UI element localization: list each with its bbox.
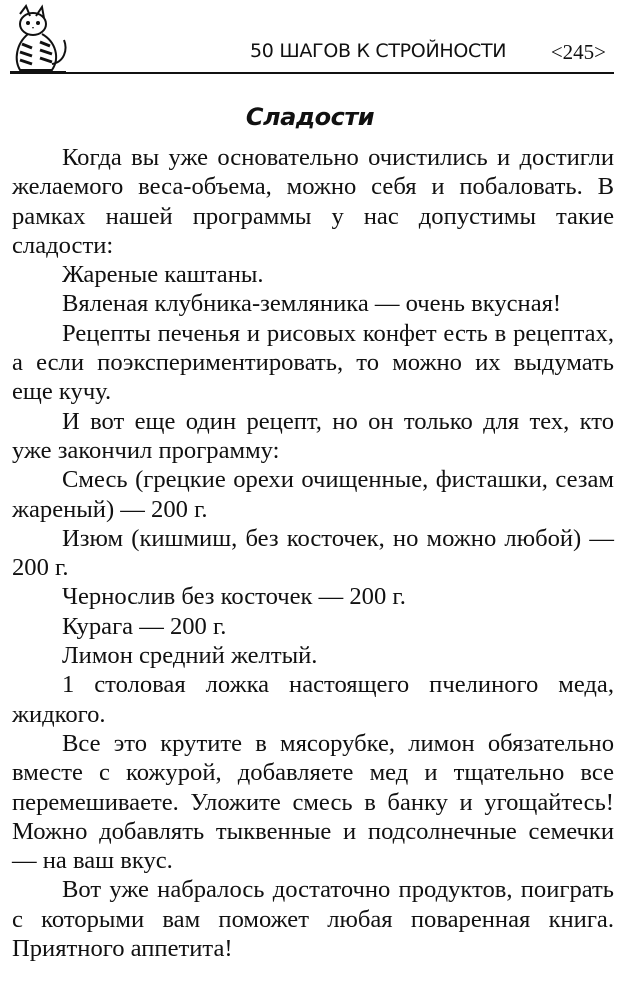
paragraph: 1 столовая ложка настоящего пчелиного меда, жидкого. <box>12 671 614 728</box>
paragraph: Все это крутите в мясорубке, лимон обязательно вместе с кожурой, добавляете мед и тщательно все перемешиваете. Уложите смесь в банку и угощайтесь! Можно добавлять тыквенные и подсолнечные семечки — на ваш вкус. <box>12 729 614 875</box>
paragraph: Вяленая клубника-земляника — очень вкусная! <box>62 290 562 318</box>
paragraph: Изюм (кишмиш, без косточек, но можно любой) — 200 г. <box>12 524 614 582</box>
header-rule <box>10 72 614 74</box>
page-number: <245> <box>550 40 606 64</box>
paragraph: Чернослив без косточек — 200 г. <box>62 583 406 611</box>
cat-illustration-icon <box>6 4 76 76</box>
paragraph: Курага — 200 г. <box>62 612 227 640</box>
paragraph: Рецепты печенья и рисовых конфет есть в рецептах, а если поэкспериментировать, то можно их выдумать еще кучу. <box>12 319 614 406</box>
running-header-title: 50 ШАГОВ К СТРОЙНОСТИ <box>250 40 507 62</box>
section-title: Сладости <box>245 103 375 131</box>
paragraph: Вот уже набралось достаточно продуктов, поиграть с которыми вам поможет любая поваренная книга. Приятного аппетита! <box>12 876 614 963</box>
paragraph: Лимон средний желтый. <box>62 642 318 670</box>
paragraph: Смесь (грецкие орехи очищенные, фисташки, сезам жареный) — 200 г. <box>12 466 614 523</box>
body-text <box>12 143 614 963</box>
paragraph: Когда вы уже основательно очистились и достигли желаемого веса-объема, можно себя и побаловать. В рамках нашей программы у нас допустимы такие сладости: <box>12 144 614 259</box>
paragraph: И вот еще один рецепт, но он только для тех, кто уже закончил программу: <box>12 407 614 464</box>
paragraph: Жареные каштаны. <box>62 261 264 289</box>
